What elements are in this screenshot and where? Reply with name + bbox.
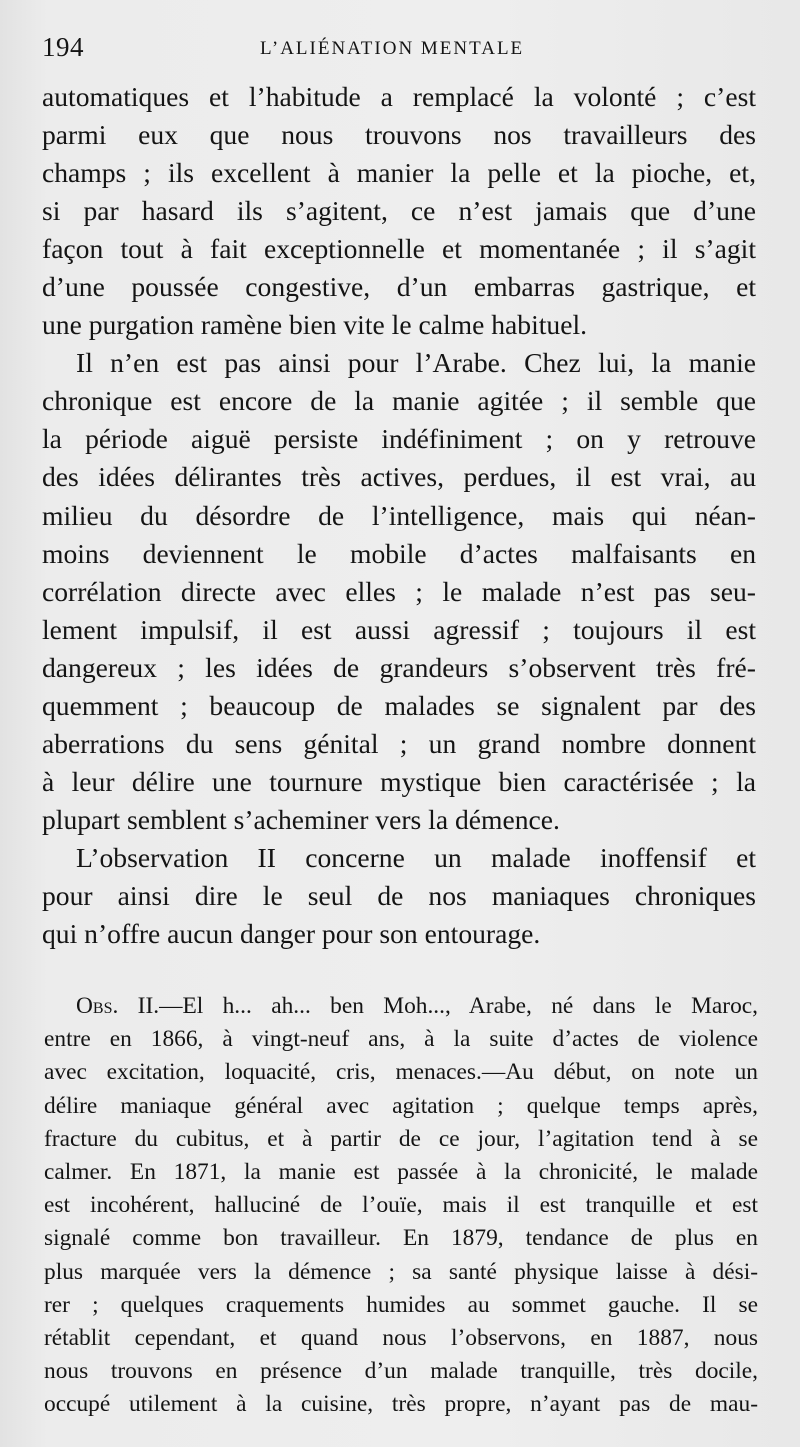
body-text [42, 78, 756, 953]
paragraph-3 [42, 839, 756, 953]
text-line: à leur délire une tournure mystique bien caractérisée ; la [42, 765, 756, 797]
text-line: plupart semblent s’acheminer vers la démence. [42, 803, 560, 835]
text-line: signalé comme bon travailleur. En 1879, tendance de plus en [44, 1225, 758, 1252]
page-number: 194 [42, 32, 84, 62]
text-line: une purgation ramène bien vite le calme habituel. [42, 309, 588, 341]
text-line: avec excitation, loquacité, cris, menaces.—Au début, on note un [44, 1059, 758, 1086]
text-line [44, 990, 758, 1023]
text-line: fracture du cubitus, et à partir de ce jour, l’agitation tend à se [44, 1125, 758, 1152]
text-line: qui n’offre aucun danger pour son entourage. [42, 918, 541, 950]
text-line: champs ; ils excellent à manier la pelle et la pioche, et, [42, 157, 756, 189]
text-line: d’une poussée congestive, d’un embarras gastrique, et [42, 271, 756, 303]
text-line: entre en 1866, à vingt-neuf ans, à la suite d’actes de violence [44, 1026, 758, 1053]
text-line: rer ; quelques craquements humides au sommet gauche. Il se [44, 1291, 758, 1318]
page-header [42, 30, 755, 70]
text-line: façon tout à fait exceptionnelle et momentanée ; il s’agit [42, 233, 756, 265]
observation-block [44, 990, 758, 1422]
text-line: si par hasard ils s’agitent, ce n’est jamais que d’une [42, 195, 756, 227]
text-line: rétablit cependant, et quand nous l’observons, en 1887, nous [44, 1325, 758, 1352]
text-line: milieu du désordre de l’intelligence, mais qui néan- [42, 499, 756, 531]
text-line: lement impulsif, il est aussi agressif ; toujours il est [42, 613, 756, 645]
paragraph-1 [42, 78, 756, 344]
text-line: corrélation directe avec elles ; le malade n’est pas seu- [42, 575, 756, 607]
text-line: moins deviennent le mobile d’actes malfaisants en [42, 537, 756, 569]
text-line: des idées délirantes très actives, perdues, il est vrai, au [42, 461, 756, 493]
text-line: Il n’en est pas ainsi pour l’Arabe. Chez lui, la manie [76, 347, 756, 379]
text-line: plus marquée vers la démence ; sa santé physique laisse à dési- [44, 1258, 758, 1285]
text-line: délire maniaque général avec agitation ; quelque temps après, [44, 1092, 758, 1119]
observation-label: Obs. II. [76, 993, 160, 1019]
text-line: aberrations du sens génital ; un grand nombre donnent [42, 727, 756, 759]
text-line: pour ainsi dire le seul de nos maniaques chroniques [42, 879, 756, 911]
text-line: chronique est encore de la manie agitée ; il semble que [42, 385, 756, 417]
text-line: L’observation II concerne un malade inoffensif et [76, 841, 756, 873]
text-line: est incohérent, halluciné de l’ouïe, mais il est tranquille et est [44, 1192, 758, 1219]
text-line: automatiques et l’habitude a remplacé la volonté ; c’est [42, 81, 756, 112]
text-line: parmi eux que nous trouvons nos travailleurs des [42, 119, 756, 151]
text-line: nous trouvons en présence d’un malade tranquille, très docile, [44, 1358, 758, 1385]
paragraph-2 [42, 344, 756, 839]
text-line: dangereux ; les idées de grandeurs s’observent très fré- [42, 651, 756, 683]
observation-text: —El h... ah... ben Moh..., Arabe, né dans le Maroc, [159, 993, 758, 1019]
text-line: la période aiguë persiste indéfiniment ; on y retrouve [42, 423, 756, 455]
running-title: L’ALIÉNATION MENTALE [260, 38, 525, 59]
text-line: quemment ; beaucoup de malades se signalent par des [42, 689, 756, 721]
text-line: calmer. En 1871, la manie est passée à la chronicité, le malade [44, 1159, 758, 1186]
text-line: occupé utilement à la cuisine, très propre, n’ayant pas de mau- [44, 1391, 758, 1418]
